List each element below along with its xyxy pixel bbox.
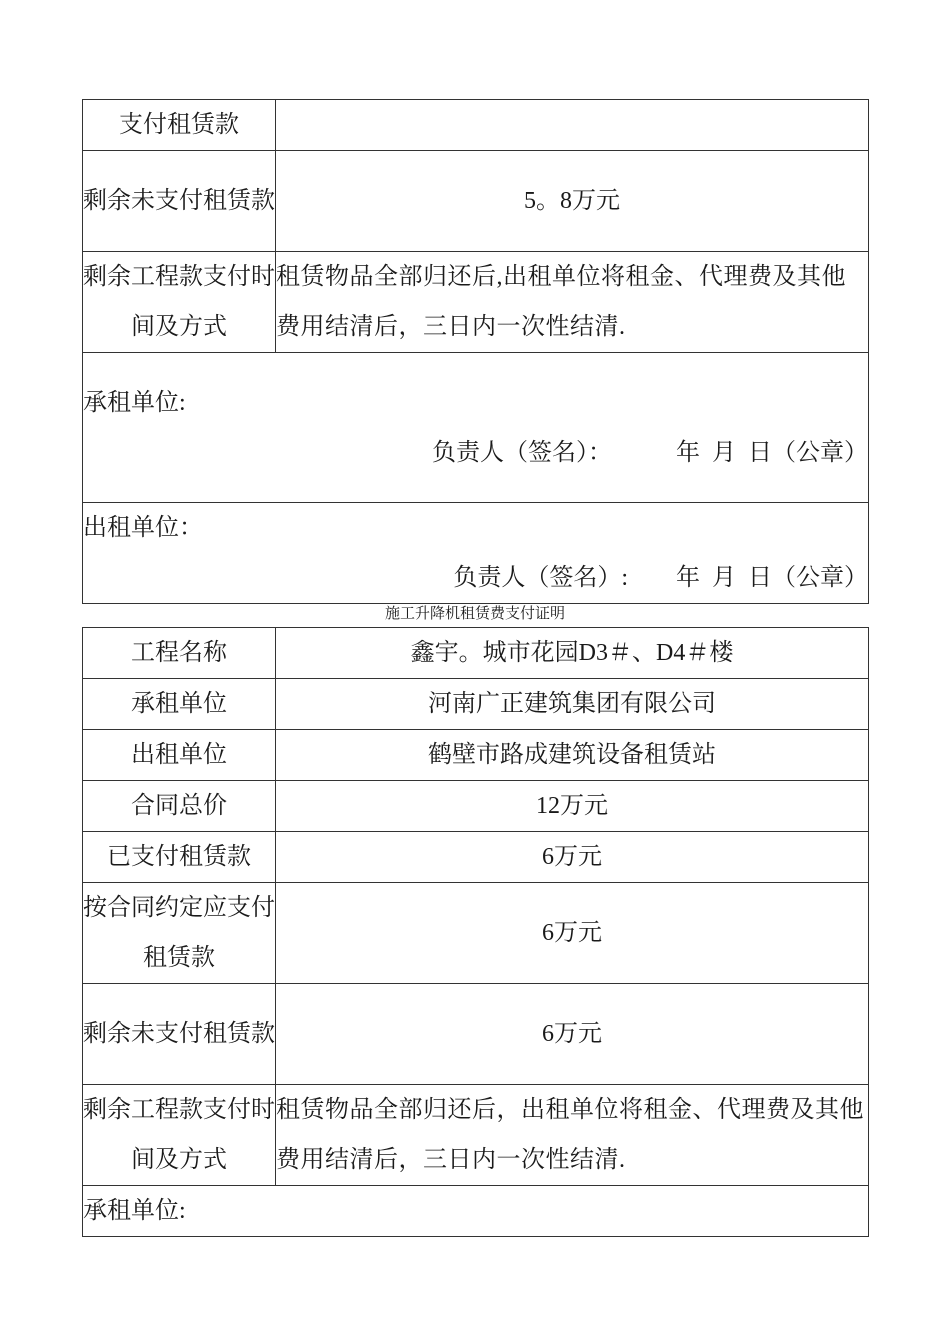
remaining-rent-label: 剩余未支付租赁款: [83, 151, 276, 252]
lessee-sign-line: [83, 428, 868, 478]
table-row: [83, 883, 869, 984]
lessor-sign-line: [83, 553, 868, 603]
table-row: [83, 781, 869, 832]
lessee-unit-label: 承租单位:: [83, 1198, 186, 1224]
paid-rent-label: 支付租赁款: [83, 100, 276, 151]
due-rent-label: 按合同约定应支付租赁款: [83, 883, 276, 984]
lessee-unit-row-value: 河南广正建筑集团有限公司: [276, 679, 869, 730]
table-row: [83, 353, 869, 503]
table-row: [83, 984, 869, 1085]
lessor-unit-label: 出租单位：: [83, 515, 203, 541]
project-name-label: 工程名称: [83, 628, 276, 679]
paid-rent-value: 6万元: [276, 832, 869, 883]
lessee-unit-row-label: 承租单位: [83, 679, 276, 730]
remaining-rent-value: 5。8万元: [276, 151, 869, 252]
payment-schedule-label: 剩余工程款支付时间及方式: [83, 252, 276, 353]
payment-table-continued: [82, 99, 869, 604]
lessee-signature-block: [83, 353, 869, 503]
table-row: [83, 151, 869, 252]
lessor-unit-row-label: 出租单位: [83, 730, 276, 781]
lessor-unit-row-value: 鹤壁市路成建筑设备租赁站: [276, 730, 869, 781]
lessee-person-label: 负责人（签名）：: [432, 439, 612, 466]
lessee-date-label: 年 月 日（公章）: [676, 439, 868, 466]
lessee-signature-block: [83, 1186, 869, 1237]
project-name-value: 鑫宇。城市花园D3＃、D4＃楼: [276, 628, 869, 679]
table-row: [83, 730, 869, 781]
due-rent-value: 6万元: [276, 883, 869, 984]
payment-schedule-value: 租赁物品全部归还后，出租单位将租金、代理费及其他费用结清后，三日内一次性结清.: [276, 1085, 869, 1186]
table-row: [83, 628, 869, 679]
table-row: [83, 1085, 869, 1186]
paid-rent-label: 已支付租赁款: [83, 832, 276, 883]
paid-rent-value: [276, 100, 869, 151]
remaining-rent-label: 剩余未支付租赁款: [83, 984, 276, 1085]
payment-schedule-value: 租赁物品全部归还后,出租单位将租金、代理费及其他费用结清后，三日内一次性结清.: [276, 252, 869, 353]
payment-proof-table: [82, 627, 869, 1237]
lessor-date-label: 年 月 日（公章）: [676, 565, 868, 591]
remaining-rent-value: 6万元: [276, 984, 869, 1085]
table-row: [83, 1186, 869, 1237]
table-row: [83, 100, 869, 151]
lessee-unit-label: 承租单位:: [83, 389, 186, 416]
contract-total-value: 12万元: [276, 781, 869, 832]
contract-total-label: 合同总价: [83, 781, 276, 832]
table-row: [83, 679, 869, 730]
lessor-person-label: 负责人（签名）:: [453, 565, 628, 591]
table-row: [83, 503, 869, 604]
table-row: [83, 252, 869, 353]
lessor-signature-block: [83, 503, 869, 604]
document-title: 施工升降机租赁费支付证明: [384, 606, 565, 622]
payment-schedule-label: 剩余工程款支付时间及方式: [83, 1085, 276, 1186]
table-row: [83, 832, 869, 883]
